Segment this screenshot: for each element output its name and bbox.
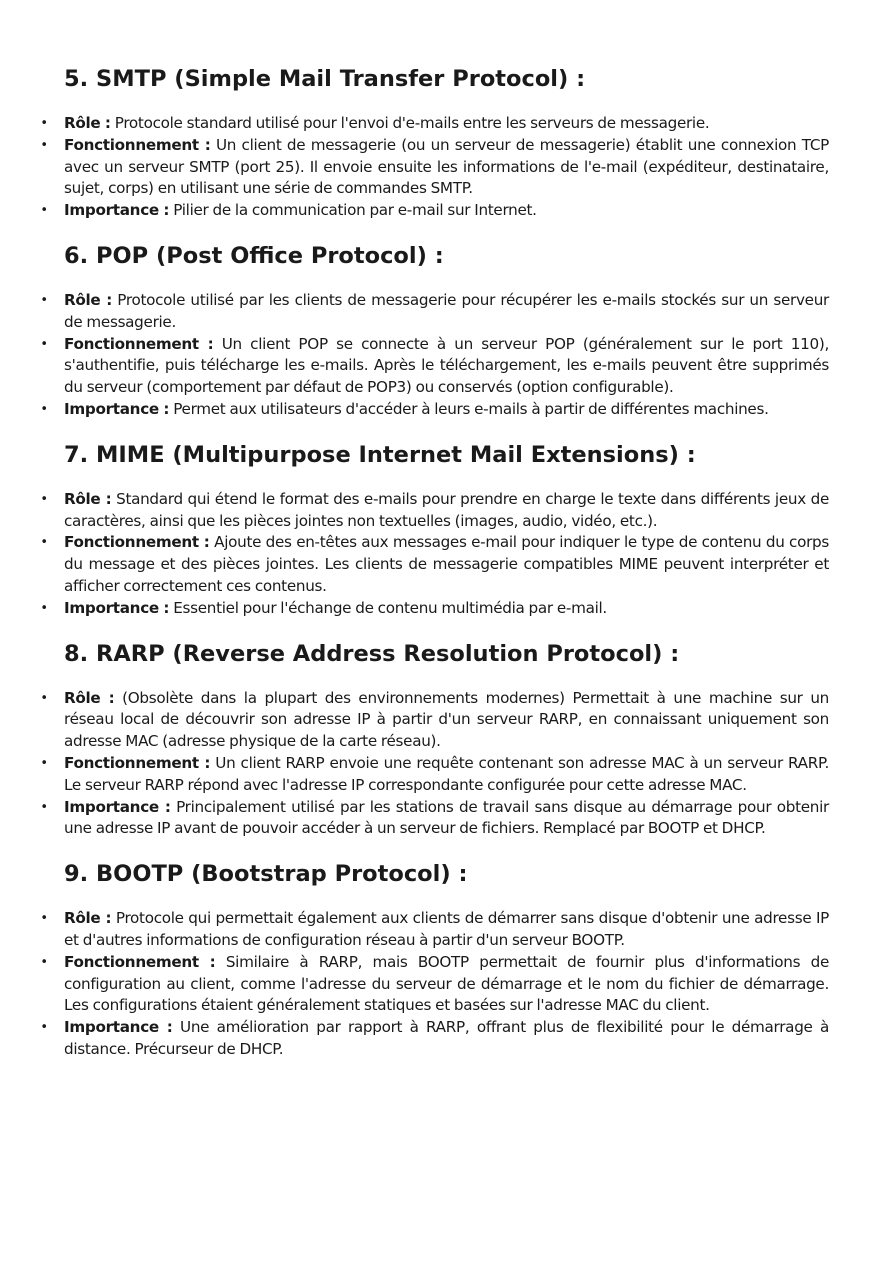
bullet-icon: •	[40, 535, 48, 551]
list-item	[40, 113, 829, 135]
item-label: Importance :	[64, 201, 170, 220]
item-label: Fonctionnement :	[64, 952, 216, 971]
item-text: Essentiel pour l'échange de contenu multimédia par e-mail.	[173, 598, 607, 617]
list-item	[40, 489, 829, 533]
bullet-icon: •	[40, 203, 48, 219]
bullet-list	[40, 113, 830, 222]
list-item	[40, 598, 829, 620]
item-label: Rôle :	[64, 909, 112, 928]
item-text: Permet aux utilisateurs d'accéder à leurs e-mails à partir de différentes machines.	[173, 399, 769, 418]
bullet-icon: •	[40, 1020, 48, 1036]
item-label: Fonctionnement :	[64, 753, 211, 772]
section-title: 5. SMTP (Simple Mail Transfer Protocol) :	[64, 66, 586, 92]
section-bootp	[40, 859, 830, 1061]
bullet-icon: •	[40, 911, 48, 927]
bullet-icon: •	[40, 600, 48, 616]
item-text: Un client RARP envoie une requête contenant son adresse MAC à un serveur RARP. Le serveur RARP répond avec l'adresse IP correspondante configurée pour cette adresse MAC.	[64, 753, 830, 794]
bullet-list	[40, 290, 829, 421]
bullet-icon: •	[40, 401, 48, 417]
item-text: Pilier de la communication par e-mail sur Internet.	[173, 201, 537, 220]
item-text: Ajoute des en-têtes aux messages e-mail pour indiquer le type de contenu du corps du message et des pièces jointes. Les clients de messagerie compatibles MIME peuvent interpréter et afficher correctement ces contenus.	[64, 533, 829, 595]
bullet-list	[40, 688, 830, 841]
bullet-icon: •	[40, 292, 48, 308]
list-item	[40, 753, 830, 797]
section-title: 6. POP (Post Office Protocol) :	[64, 242, 444, 269]
item-label: Fonctionnement :	[64, 533, 210, 552]
list-item	[40, 952, 829, 1017]
bullet-icon: •	[40, 336, 48, 352]
list-item	[40, 135, 830, 200]
list-item	[40, 290, 829, 334]
item-text: Un client POP se connecte à un serveur POP (généralement sur le port 110), s'authentifie, puis télécharge les e-mails. Après le téléchargement, les e-mails peuvent être supprimés du serveur (comportement par défaut de POP3) ou conservés (option configurable).	[64, 334, 829, 397]
item-text: Principalement utilisé par les stations de travail sans disque au démarrage pour obtenir une adresse IP avant de pouvoir accéder à un serveur de fichiers. Remplacé par BOOTP et DHCP.	[64, 797, 829, 838]
item-label: Rôle :	[64, 489, 112, 508]
bullet-icon: •	[40, 116, 48, 131]
bullet-icon: •	[40, 690, 48, 706]
section-rarp	[40, 639, 830, 841]
bullet-icon: •	[40, 755, 48, 771]
item-text: Protocole qui permettait également aux clients de démarrer sans disque d'obtenir une adresse IP et d'autres informations de configuration réseau à partir d'un serveur BOOTP.	[64, 909, 829, 949]
item-label: Importance :	[64, 797, 171, 816]
section-title: 9. BOOTP (Bootstrap Protocol) :	[64, 861, 468, 888]
bullet-icon: •	[40, 137, 48, 153]
list-item	[40, 399, 829, 421]
item-text: (Obsolète dans la plupart des environnements modernes) Permettait à une machine sur un réseau local de découvrir son adresse IP à partir d'un serveur RARP, en connaissant uniquement son adresse MAC (adresse physique de la carte réseau).	[64, 688, 829, 751]
list-item	[40, 532, 829, 597]
bullet-list	[40, 908, 830, 1061]
item-label: Importance :	[64, 598, 170, 617]
item-text: Similaire à RARP, mais BOOTP permettait de fournir plus d'informations de configuration au client, comme l'adresse du serveur de démarrage et le nom du fichier de démarrage. Les configurations étaient généralement statiques et basées sur l'adresse MAC du client.	[64, 952, 829, 1015]
item-label: Fonctionnement :	[64, 135, 211, 154]
list-item	[40, 334, 829, 399]
list-item	[40, 797, 829, 841]
section-mime	[40, 440, 829, 620]
list-item	[40, 200, 829, 222]
list-item	[40, 1017, 830, 1061]
section-smtp	[40, 64, 830, 222]
item-label: Importance :	[64, 1018, 173, 1037]
item-label: Rôle :	[64, 114, 111, 132]
bullet-icon: •	[40, 799, 48, 815]
bullet-icon: •	[40, 954, 48, 970]
item-label: Rôle :	[64, 688, 115, 707]
item-text: Protocole utilisé par les clients de messagerie pour récupérer les e-mails stockés sur un serveur de messagerie.	[64, 290, 829, 331]
section-title: 8. RARP (Reverse Address Resolution Protocol) :	[64, 640, 680, 667]
item-text: Un client de messagerie (ou un serveur de messagerie) établit une connexion TCP avec un serveur SMTP (port 25). Il envoie ensuite les informations de l'e-mail (expéditeur, destinataire, sujet, corps) en utilisant une série de commandes SMTP.	[64, 135, 830, 198]
item-label: Fonctionnement :	[64, 334, 214, 353]
item-label: Rôle :	[64, 290, 112, 309]
item-text: Une amélioration par rapport à RARP, offrant plus de flexibilité pour le démarrage à distance. Précurseur de DHCP.	[64, 1018, 830, 1058]
section-title: 7. MIME (Multipurpose Internet Mail Extensions) :	[64, 441, 696, 468]
bullet-list	[40, 489, 829, 620]
item-label: Importance :	[64, 399, 170, 418]
item-text: Standard qui étend le format des e-mails pour prendre en charge le texte dans différents jeux de caractères, ainsi que les pièces jointes non textuelles (images, audio, vidéo, etc.).	[64, 489, 829, 530]
item-text: Protocole standard utilisé pour l'envoi d'e-mails entre les serveurs de messagerie.	[114, 114, 710, 132]
list-item	[40, 908, 829, 952]
bullet-icon: •	[40, 491, 48, 507]
list-item	[40, 688, 829, 753]
section-pop	[40, 241, 829, 421]
